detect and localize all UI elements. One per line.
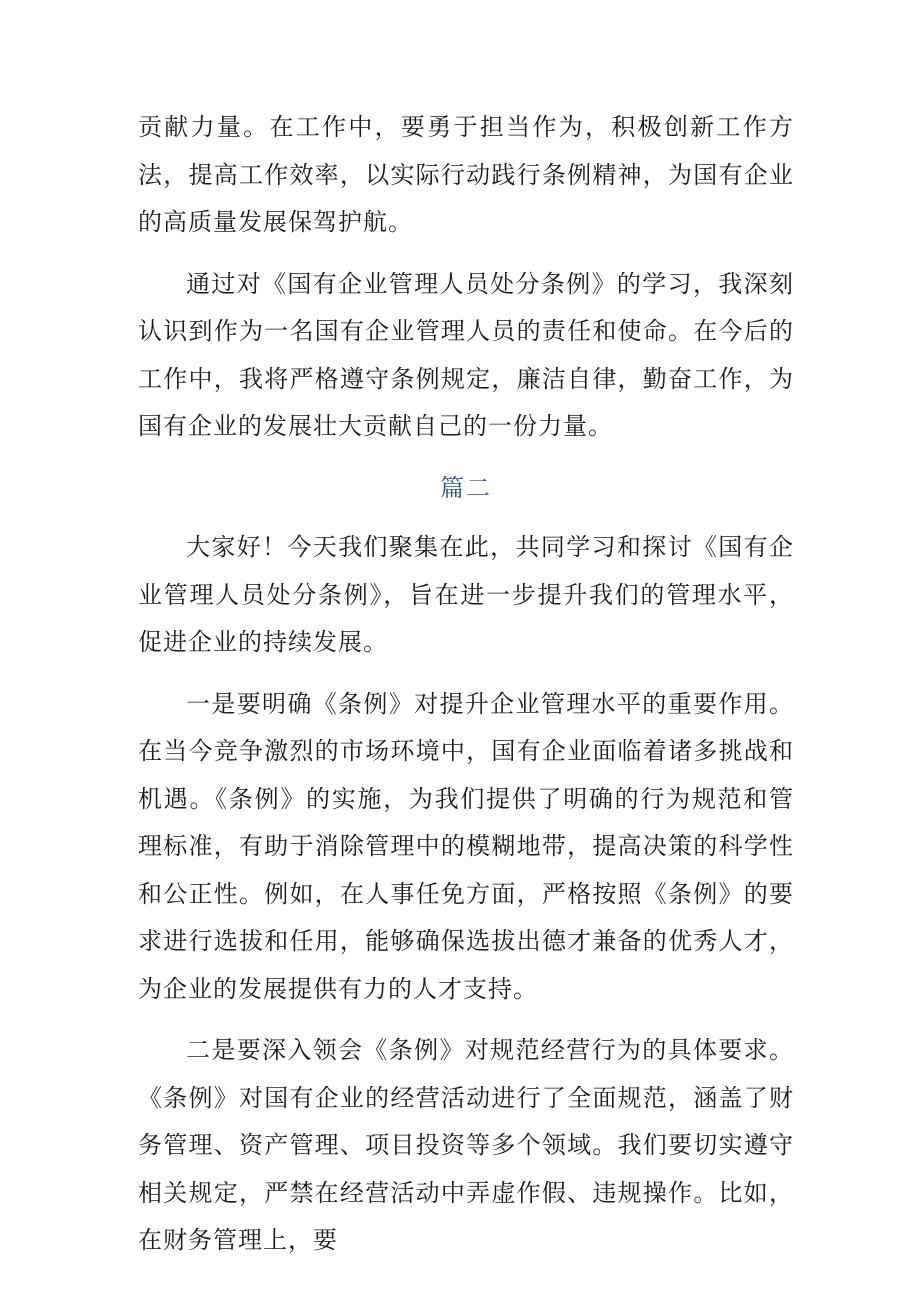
paragraph-point-two: 二是要深入领会《条例》对规范经营行为的具体要求。《条例》对国有企业的经营活动进行了全面规范，涵盖了财务管理、资产管理、项目投资等多个领域。我们要切实遵守相关规定，严禁在经营活动中弄虚作假、违规操作。比如，在财务管理上，要 (138, 1036, 794, 1254)
paragraph-conclusion: 通过对《国有企业管理人员处分条例》的学习，我深刻认识到作为一名国有企业管理人员的责任和使命。在今后的工作中，我将严格遵守条例规定，廉洁自律，勤奋工作，为国有企业的发展壮大贡献自己的一份力量。 (138, 269, 794, 440)
section-title: 篇二 (440, 473, 492, 502)
paragraph-point-one: 一是要明确《条例》对提升企业管理水平的重要作用。在当今竞争激烈的市场环境中，国有企业面临着诸多挑战和机遇。《条例》的实施，为我们提供了明确的行为规范和管理标准，有助于消除管理中的模糊地带，提高决策的科学性和公正性。例如，在人事任免方面，严格按照《条例》的要求进行选拔和任用，能够确保选拔出德才兼备的优秀人才，为企业的发展提供有力的人才支持。 (138, 689, 794, 1003)
paragraph-intro: 大家好！今天我们聚集在此，共同学习和探讨《国有企业管理人员处分条例》，旨在进一步提升我们的管理水平，促进企业的持续发展。 (138, 533, 794, 656)
document-body (138, 104, 794, 1279)
paragraph-continued: 贡献力量。在工作中，要勇于担当作为，积极创新工作方法，提高工作效率，以实际行动践行条例精神，为国有企业的高质量发展保驾护航。 (138, 113, 794, 236)
